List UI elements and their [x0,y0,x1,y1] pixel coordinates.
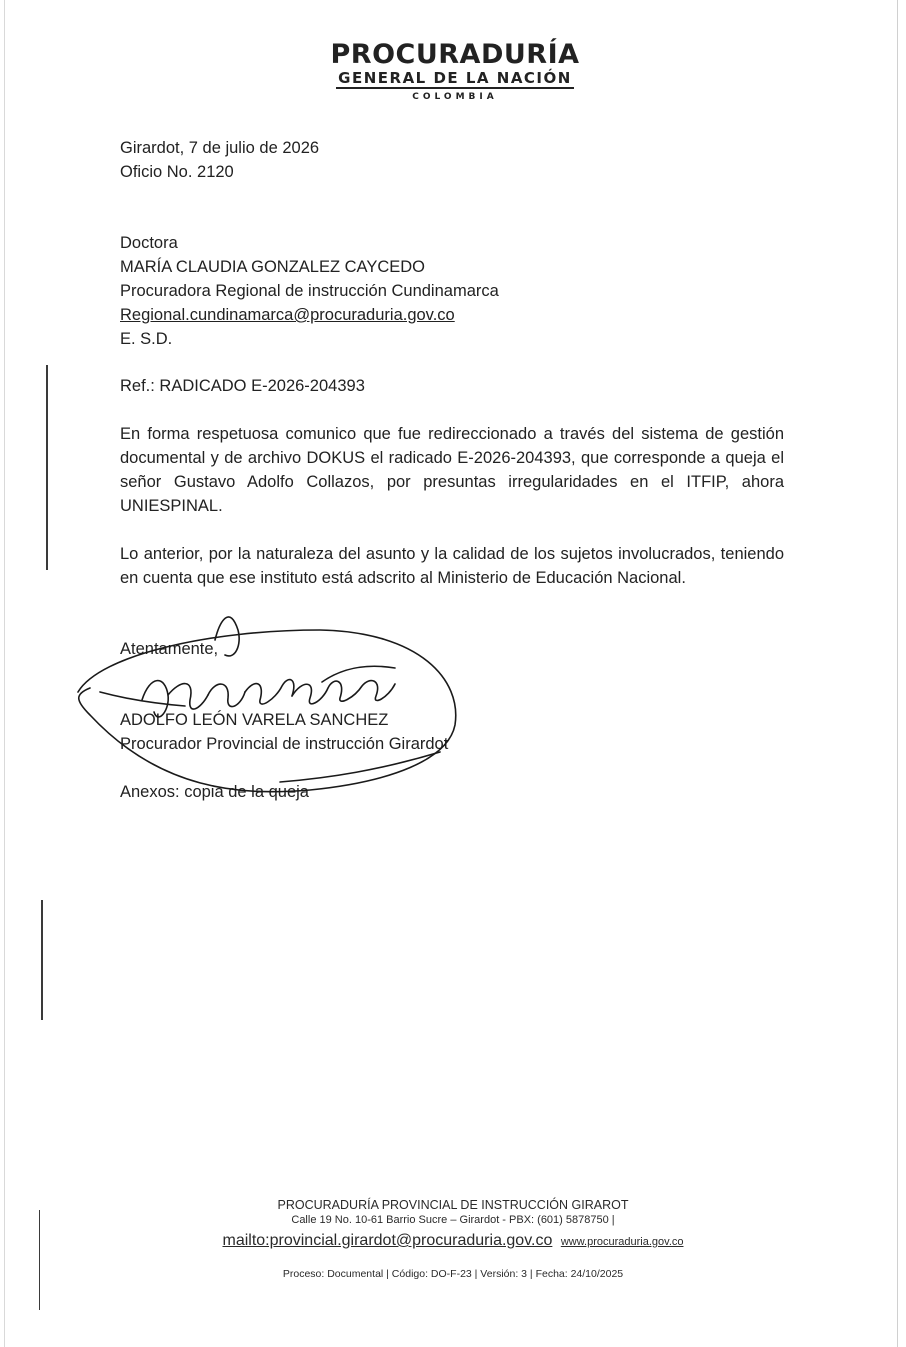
recipient-name: MARÍA CLAUDIA GONZALEZ CAYCEDO [120,258,426,276]
logo-country-text: COLOMBIA [412,92,498,102]
place-date: Girardot, 7 de julio de 2026 [120,139,320,157]
annexes: Anexos: copia de la queja [120,783,309,801]
scan-edge-right [897,0,898,1347]
procuraduria-logo [330,40,580,102]
signer-position: Procurador Provincial de instrucción Girardot [120,735,449,753]
recipient-title: Doctora [120,234,178,252]
scan-mark [46,365,48,570]
logo-sub-text: GENERAL DE LA NACIÓN [338,69,572,87]
signer-name: ADOLFO LEÓN VARELA SANCHEZ [120,711,389,729]
logo-main-text: PROCURADURÍA [330,39,580,70]
handwritten-signature [70,600,470,810]
body-paragraph-2: Lo anterior, por la naturaleza del asunto y la calidad de los sujetos involucrados, teniendo en cuenta que ese instituto está adscrito al Ministerio de Educación Nacional. [120,545,784,587]
recipient-position: Procuradora Regional de instrucción Cundinamarca [120,282,499,300]
footer-mailto-link[interactable]: mailto:provincial.girardot@procuraduria.gov.co [222,1232,553,1249]
recipient-esd: E. S.D. [120,330,173,348]
footer-office: PROCURADURÍA PROVINCIAL DE INSTRUCCIÓN GIRAROT [277,1198,629,1212]
reference: Ref.: RADICADO E-2026-204393 [120,377,365,395]
body-paragraph-1: En forma respetuosa comunico que fue redireccionado a través del sistema de gestión documental y de archivo DOKUS el radicado E-2026-204393, que corresponde a queja el señor Gustavo Adolfo Collazos, por presuntas irregularidades en el ITFIP, ahora UNIESPINAL. [120,425,784,515]
footer-process: Proceso: Documental | Código: DO-F-23 | Versión: 3 | Fecha: 24/10/2025 [282,1268,624,1280]
oficio-number: Oficio No. 2120 [120,163,234,181]
closing: Atentamente, [120,640,219,658]
footer-website-link[interactable]: www.procuraduria.gov.co [560,1236,684,1248]
footer-contact [0,1232,906,1250]
footer-address: Calle 19 No. 10-61 Barrio Sucre – Girardot - PBX: (601) 5878750 | [291,1214,615,1226]
scan-edge-left [4,0,5,1347]
recipient-email-link[interactable]: Regional.cundinamarca@procuraduria.gov.co [120,306,455,324]
scan-mark [41,900,43,1020]
